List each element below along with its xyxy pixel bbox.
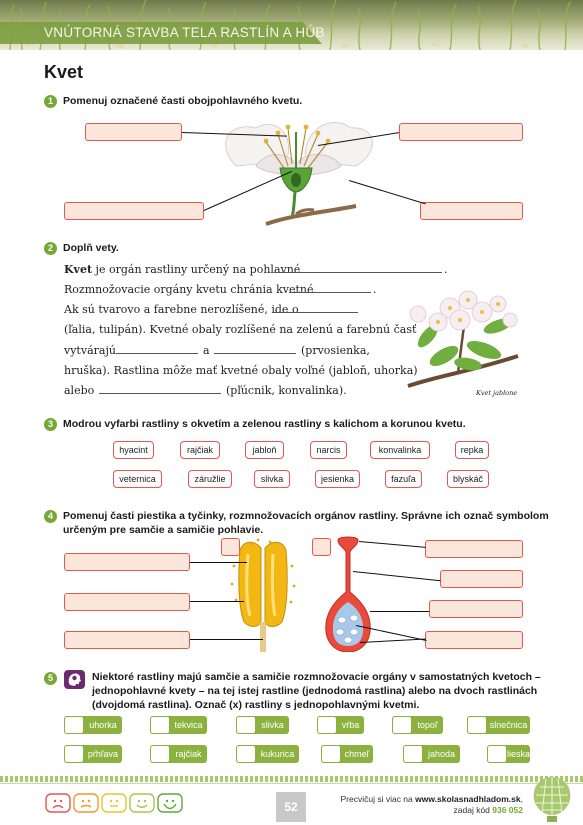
plant-chip-narcis[interactable]: narcis bbox=[310, 441, 347, 459]
checkbox[interactable] bbox=[317, 716, 337, 734]
footer-code: 936 052 bbox=[492, 805, 523, 815]
sentence-line-7b: (pľúcnik, konvalinka). bbox=[226, 384, 347, 397]
checkbox[interactable] bbox=[321, 745, 341, 763]
checkbox[interactable] bbox=[236, 716, 256, 734]
fill-blank-6[interactable] bbox=[99, 393, 221, 394]
plant-chip-slivka[interactable]: slivka bbox=[254, 470, 290, 488]
task-5-text-line-1: Niektoré rastliny majú samčie a samičie rozmnožovacie orgány v samostatných kvetoch – bbox=[92, 671, 541, 683]
header-banner bbox=[0, 0, 583, 50]
plant-check-jahoda[interactable] bbox=[403, 745, 460, 763]
stamen-pointer-2 bbox=[190, 601, 244, 602]
fill-blank-4[interactable] bbox=[116, 353, 198, 354]
plant-chip-repka[interactable]: repka bbox=[455, 441, 489, 459]
checkbox[interactable] bbox=[236, 745, 256, 763]
thinking-head-icon bbox=[64, 670, 85, 689]
page-title: Kvet bbox=[44, 62, 84, 82]
flower-label-box-2[interactable] bbox=[399, 123, 523, 141]
fill-blank-3[interactable] bbox=[274, 312, 358, 313]
stamen-label-box-3[interactable] bbox=[64, 631, 190, 649]
plant-check-rajciak[interactable] bbox=[150, 745, 207, 763]
footer-line-1-prefix: Precvičuj si viac na bbox=[340, 794, 416, 804]
plant-chip-jesienka[interactable]: jesienka bbox=[315, 470, 360, 488]
plant-check-slivka[interactable] bbox=[236, 716, 289, 734]
sentence-line-1 bbox=[64, 263, 300, 277]
plant-chip-veternica[interactable]: veternica bbox=[113, 470, 162, 488]
footer-line-1-suffix: , bbox=[520, 794, 523, 804]
flower-label-box-3[interactable] bbox=[64, 202, 204, 220]
stamen-pointer-1 bbox=[190, 562, 247, 563]
flower-label-box-1[interactable] bbox=[85, 123, 182, 141]
plant-label: rajčiak bbox=[175, 749, 202, 759]
sentence-line-5a: vytvárajú bbox=[64, 344, 116, 357]
checkbox[interactable] bbox=[64, 716, 84, 734]
plant-check-tekvica[interactable] bbox=[150, 716, 207, 734]
sentence-line-4: (ľalia, tulipán). Kvetné obaly rozlíšené na zelenú a farebnú časť bbox=[64, 323, 417, 336]
plant-label: pŕhľava bbox=[87, 749, 119, 759]
task-5-text-line-3: (dvojdomá rastlina). Označ (x) rastliny s jednopohlavnými kvetmi. bbox=[92, 699, 420, 711]
task-2-text: Doplň vety. bbox=[63, 242, 119, 254]
chapter-title: VNÚTORNÁ STAVBA TELA RASTLÍN A HÚB bbox=[44, 25, 325, 40]
checkbox[interactable] bbox=[467, 716, 487, 734]
apple-blossom-photo bbox=[398, 286, 528, 396]
plant-label: chmeľ bbox=[344, 749, 370, 759]
plant-label: slnečnica bbox=[489, 720, 528, 730]
footer-grass-strip bbox=[0, 776, 583, 782]
stamen-label-box-1[interactable] bbox=[64, 553, 190, 571]
task-4-number: 4 bbox=[44, 510, 57, 523]
checkbox[interactable] bbox=[487, 745, 507, 763]
task-1-number: 1 bbox=[44, 95, 57, 108]
sentence-line-6: hruška). Rastlina môže mať kvetné obaly voľné (jabloň, uhorka) bbox=[64, 364, 418, 377]
footer-website-link[interactable]: www.skolasnadhladom.sk bbox=[415, 794, 521, 804]
plant-chip-blyskac[interactable]: blyskáč bbox=[447, 470, 489, 488]
plant-chip-zaruzlie[interactable]: záružlie bbox=[188, 470, 232, 488]
task-4-text-line-1: Pomenuj časti piestika a tyčinky, rozmnožovacích orgánov rastliny. Správne ich označ symbolom bbox=[63, 510, 549, 522]
fill-blank-2[interactable] bbox=[289, 292, 371, 293]
checkbox[interactable] bbox=[64, 745, 84, 763]
stamen-pointer-3 bbox=[190, 639, 263, 640]
plant-chip-hyacint[interactable]: hyacint bbox=[113, 441, 154, 459]
plant-chip-konvalinka[interactable]: konvalinka bbox=[370, 441, 430, 459]
sentence-line-3: Ak sú tvarovo a farebne nerozlíšené, ide o bbox=[64, 303, 299, 316]
task-5-text-line-2: jednopohlavné kvety – na tej istej rastline (jednodomá rastlina) alebo na dvoch rastlinách bbox=[92, 685, 538, 697]
fill-blank-5[interactable] bbox=[214, 353, 296, 354]
footer-promo-text bbox=[340, 794, 523, 816]
plant-check-uhorka[interactable] bbox=[64, 716, 122, 734]
task-4-text-line-2: určeným pre samčie a samičie pohlavie. bbox=[63, 524, 264, 536]
plant-check-chmel[interactable] bbox=[321, 745, 373, 763]
plant-check-topol[interactable] bbox=[392, 716, 443, 734]
pistil-illustration bbox=[318, 536, 378, 652]
plant-label: vŕba bbox=[341, 720, 360, 730]
pistil-label-box-1[interactable] bbox=[425, 540, 523, 558]
task-3-text: Modrou vyfarbi rastliny s okvetím a zelenou rastliny s kalichom a korunou kvetu. bbox=[63, 418, 466, 430]
smiley-rating-icons bbox=[44, 792, 184, 814]
plant-check-slnecnica[interactable] bbox=[467, 716, 530, 734]
plant-label: lieska bbox=[507, 749, 531, 759]
balloon-logo-icon bbox=[530, 775, 574, 823]
pistil-label-box-3[interactable] bbox=[429, 600, 523, 618]
plant-check-prhlava[interactable] bbox=[64, 745, 122, 763]
sentence-line-5c: (prvosienka, bbox=[301, 344, 370, 357]
sentence-1-end: . bbox=[444, 263, 448, 276]
plant-label: tekvica bbox=[174, 720, 203, 730]
pistil-label-box-2[interactable] bbox=[440, 570, 523, 588]
checkbox[interactable] bbox=[392, 716, 412, 734]
task-5-number: 5 bbox=[44, 672, 57, 685]
stamen-label-box-2[interactable] bbox=[64, 593, 190, 611]
page-number: 52 bbox=[276, 792, 306, 822]
plant-check-vrba[interactable] bbox=[317, 716, 364, 734]
footer-line-2-prefix: zadaj kód bbox=[453, 805, 493, 815]
pistil-label-box-4[interactable] bbox=[425, 631, 523, 649]
task-1-text: Pomenuj označené časti obojpohlavného kvetu. bbox=[63, 95, 303, 107]
fill-blank-1[interactable] bbox=[274, 272, 442, 273]
flower-cross-section-image bbox=[196, 106, 400, 230]
sentence-2-end: . bbox=[373, 283, 377, 296]
flower-label-box-4[interactable] bbox=[420, 202, 523, 220]
sentence-1-text: je orgán rastliny určený na pohlavné bbox=[95, 263, 301, 276]
sentence-line-7a: alebo bbox=[64, 384, 95, 397]
sentence-line-2: Rozmnožovacie orgány kvetu chránia kvetné bbox=[64, 283, 314, 296]
plant-chip-fazula[interactable]: fazuľa bbox=[385, 470, 422, 488]
kvet-bold-word: Kvet bbox=[64, 263, 93, 276]
plant-label: uhorka bbox=[89, 720, 117, 730]
task-2-number: 2 bbox=[44, 242, 57, 255]
checkbox[interactable] bbox=[150, 716, 170, 734]
plant-label: jahoda bbox=[427, 749, 456, 759]
plant-label: slivka bbox=[261, 720, 284, 730]
plant-chip-jablon[interactable]: jabloň bbox=[245, 441, 284, 459]
pistil-pointer-3 bbox=[370, 611, 429, 612]
plant-check-kukurica[interactable] bbox=[236, 745, 299, 763]
stamen-illustration bbox=[228, 536, 298, 652]
task-3-number: 3 bbox=[44, 418, 57, 431]
plant-chip-rajciak[interactable]: rajčiak bbox=[180, 441, 220, 459]
plant-check-lieska[interactable] bbox=[487, 745, 530, 763]
checkbox[interactable] bbox=[403, 745, 423, 763]
checkbox[interactable] bbox=[150, 745, 170, 763]
plant-label: kukurica bbox=[260, 749, 295, 759]
photo-caption: Kvet jablone bbox=[476, 389, 518, 397]
plant-label: topoľ bbox=[417, 720, 438, 730]
footer-divider bbox=[0, 783, 583, 784]
sentence-line-5b: a bbox=[203, 344, 210, 357]
